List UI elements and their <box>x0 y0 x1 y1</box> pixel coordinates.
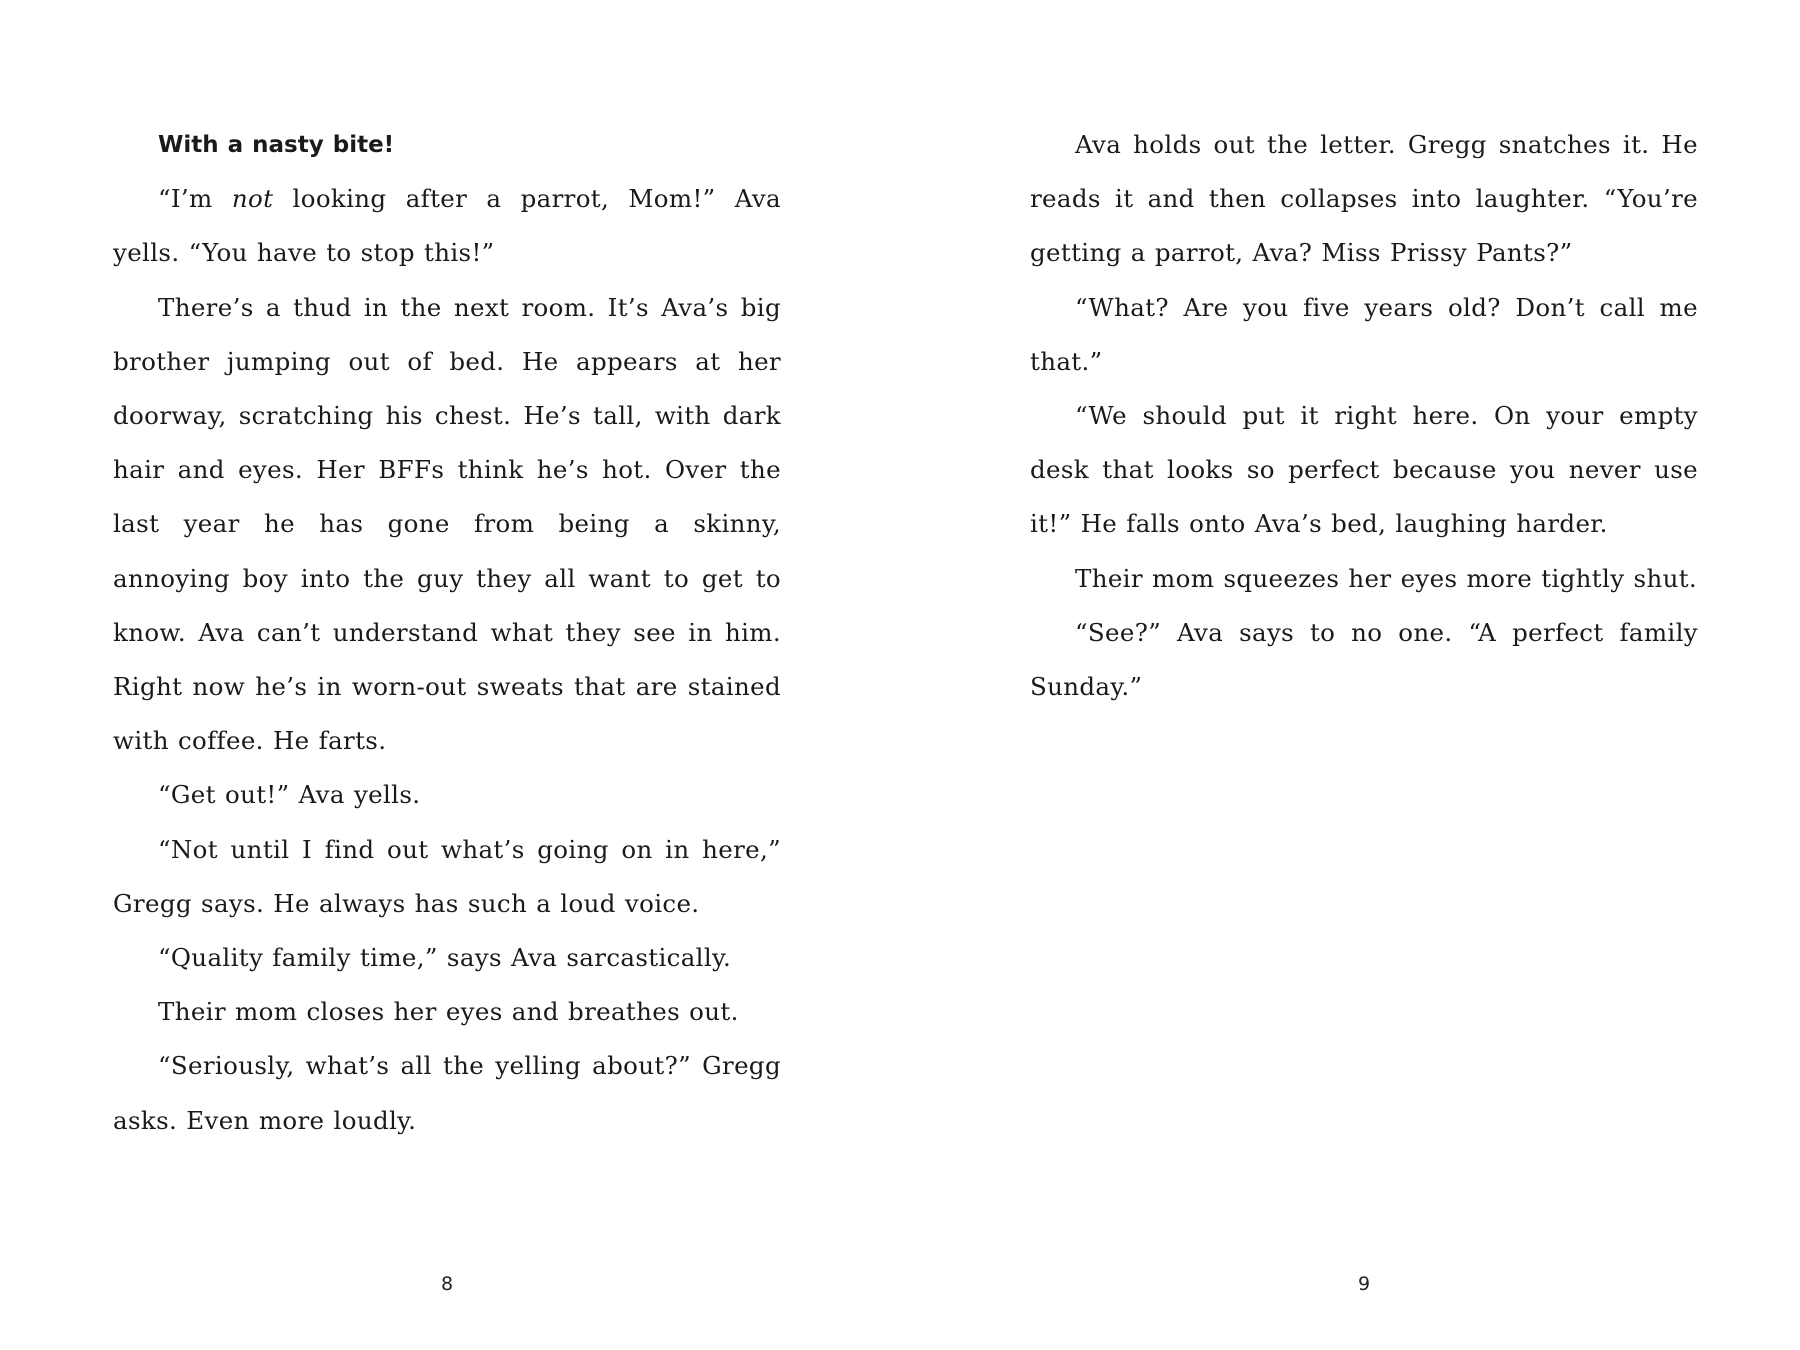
section-heading: With a nasty bite! <box>158 132 395 158</box>
paragraph: There’s a thud in the next room. It’s Ava’s big brother jumping out of bed. He appears at her doorway, scratching his chest. He’s tall, with dark hair and eyes. Her BFFs think he’s hot. Over the last year he has gone from being a skinny, annoying boy into the guy they all want to get to know. Ava can’t understand what they see in him. Right now he’s in worn-out sweats that are stained with coffee. He farts. <box>113 292 781 756</box>
paragraph: “Not until I find out what’s going on in here,” Gregg says. He always has such a loud voice. <box>113 834 781 918</box>
paragraph: Ava holds out the letter. Gregg snatches it. He reads it and then collapses into laughter. “You’re getting a parrot, Ava? Miss Prissy Pants?” <box>1030 130 1698 268</box>
paragraph: “Get out!” Ava yells. <box>158 780 421 810</box>
paragraph: “Quality family time,” says Ava sarcastically. <box>158 943 732 973</box>
paragraph: Their mom closes her eyes and breathes out. <box>158 997 739 1027</box>
paragraph-text: “I’m <box>158 184 232 214</box>
emphasis-text: not <box>231 184 274 214</box>
page-number-right: 9 <box>1357 1273 1371 1295</box>
paragraph-text: looking after a parrot, Mom!” Ava yells. “You have to stop this!” <box>113 184 781 268</box>
right-page-text <box>1030 118 1698 714</box>
paragraph <box>113 172 781 280</box>
paragraph: “What? Are you five years old? Don’t call me that.” <box>1030 292 1698 376</box>
page-number-left: 8 <box>440 1273 454 1295</box>
right-page <box>900 0 1800 1350</box>
paragraph: “See?” Ava says to no one. “A perfect family Sunday.” <box>1030 617 1698 702</box>
paragraph: “Seriously, what’s all the yelling about?” Gregg asks. Even more loudly. <box>113 1051 781 1135</box>
left-page-text <box>113 118 781 1148</box>
paragraph: Their mom squeezes her eyes more tightly shut. <box>1075 563 1698 593</box>
paragraph: “We should put it right here. On your empty desk that looks so perfect because you never use it!” He falls onto Ava’s bed, laughing harder. <box>1030 401 1698 539</box>
